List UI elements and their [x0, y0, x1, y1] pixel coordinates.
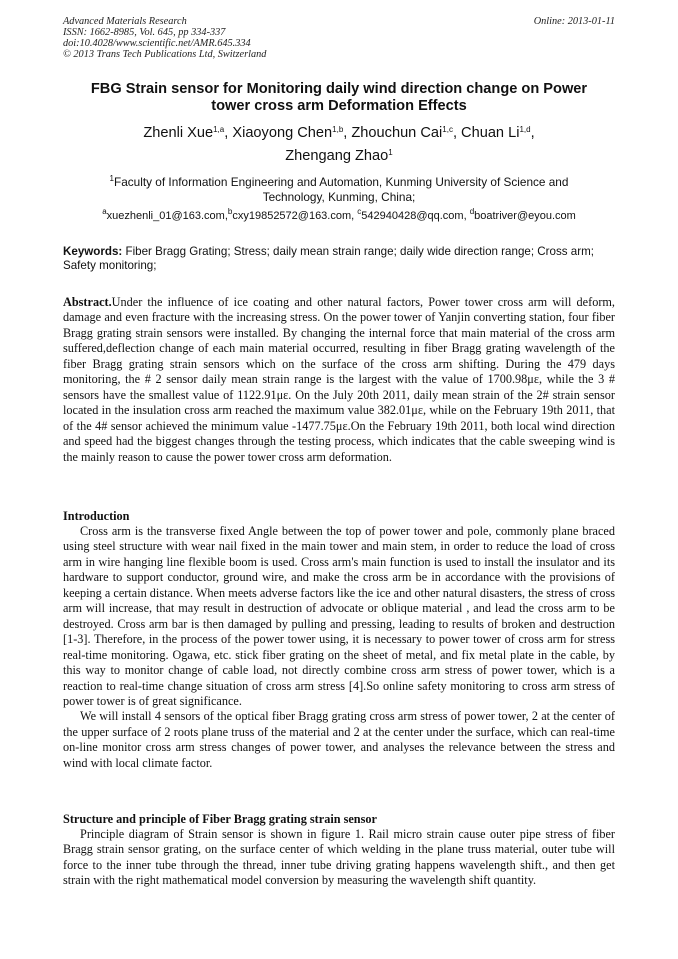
email-superscript: d	[469, 207, 475, 216]
author-separator: ,	[343, 125, 352, 141]
author-superscript: 1,b	[332, 125, 344, 134]
introduction-heading: Introduction	[63, 509, 130, 523]
email-superscript: a	[102, 207, 107, 216]
introduction-paragraph-2: We will install 4 sensors of the optical fiber Bragg grating cross arm stress of power tower, 2 at the center of the upper surface of 2 roots plane truss of the material and 2 at the center under the surface, which can real-time on-line monitor cross arm stress changes of power tower, and analyses the relevance between the stress and wind with local climate factor.	[63, 709, 615, 770]
journal-name: Advanced Materials Research	[63, 16, 187, 27]
author-name: Zhenli Xue	[143, 125, 214, 141]
introduction-paragraph-1: Cross arm is the transverse fixed Angle between the top of power tower and pole, commonly plane braced using steel structure with wear nail fixed in the main tower and main stem, in order to reduce the load of cross arm in wire hanging line flexible boom is used. Cross arm's main function is used to install the insulator and its hardware to support conductor, ground wire, and make the cross arm be in accordance with the provisions of keeping a certain distance. When meets adverse factors like the ice and other natural disasters, the stress of cross arm will increase, that may result in destruction of advocate or oblique material , and lead the cross arm to be destroyed. Cross arm bar is then damaged by pulling and pressing, leading to results of broken and destruction [1-3]. Therefore, in the process of the power tower using, it is necessary to power tower of cross arm for stress real-time monitoring. Ogawa, etc. stick fiber grating on the sheet of metal, and fix metal plate in the cable, by this way to monitor change of cable load, not directly combine cross arm stress of power tower, which is a reaction to real-time change situation of cross arm stress [4].So online safety monitoring to cross arm stress of power tower is of great significance.	[63, 524, 615, 708]
structure-heading: Structure and principle of Fiber Bragg grating strain sensor	[63, 812, 377, 826]
keywords-section	[63, 245, 615, 273]
author-name: Xiaoyong Chen	[232, 125, 333, 141]
author-name: Chuan Li	[461, 125, 520, 141]
author-name: Zhengang Zhao	[285, 148, 389, 164]
doi-line: doi:10.4028/www.scientific.net/AMR.645.334	[63, 38, 251, 49]
email-address: xuezhenli_01@163.com,	[106, 210, 228, 222]
affiliation-line-2: Technology, Kunming, China;	[262, 190, 416, 204]
affiliation-superscript: 1	[109, 174, 114, 183]
author-separator: ,	[452, 125, 462, 141]
structure-paragraph-1: Principle diagram of Strain sensor is shown in figure 1. Rail micro strain cause outer pipe stress of fiber Bragg strain sensor grating, on the surface center of which welding in the plane truss material, outer tube will force to the inner tube through the thread, inner tube driving grating happens wavelength shift., and then get strain with the right mathematical model conversion by measuring the wavelength shift quantity.	[63, 827, 615, 888]
abstract-label: Abstract.	[63, 295, 112, 309]
email-superscript: c	[357, 207, 362, 216]
author-separator: ,	[530, 125, 535, 141]
keywords-text: Fiber Bragg Grating; Stress; daily mean strain range; daily wide direction range; Cross arm; Safety monitoring;	[63, 245, 594, 272]
issn-line: ISSN: 1662-8985, Vol. 645, pp 334-337	[63, 27, 226, 38]
author-list	[50, 123, 628, 144]
author-superscript: 1	[388, 148, 393, 157]
copyright-line: © 2013 Trans Tech Publications Ltd, Switzerland	[63, 49, 267, 60]
email-address: boatriver@eyou.com	[474, 210, 576, 222]
email-address: 542940428@qq.com,	[361, 210, 470, 222]
author-superscript: 1,c	[442, 125, 453, 134]
abstract-text: Under the influence of ice coating and other natural factors, Power tower cross arm will deform, damage and even fracture with the increasing stress. On the power tower of Yanjin converting station, four fiber Bragg grating strain sensors were installed. By changing the internal force that main material of the cross arm suffered,deflection change of each main material occurred, resulting in fiber Bragg grating wavelength of the fiber Bragg grating strain sensors which on the surface of the cross arm shifting. During the 479 days monitoring, the # 2 sensor daily mean strain range is the largest with the value of 1700.98με, while the 3 # sensors have the smallest value of 1122.91με. On the July 20th 2011, daily mean strain of the 2# strain sensor located in the insulation cross arm reached the maximum value 382.01με, while on the February 19th 2011, that of the 4# sensor achieved the minimum value -1477.75με.On the February 19th 2011, both local wind direction and speed had the biggest changes through the testing process, which indicates that the cable sweeping wind is the mainly reason to cause the power tower cross arm deformation.	[63, 295, 615, 464]
email-superscript: b	[227, 207, 233, 216]
paper-title-line-2: tower cross arm Deformation Effects	[211, 98, 467, 114]
author-list-line-2	[50, 146, 628, 167]
affiliation	[60, 175, 618, 205]
introduction-section	[63, 524, 615, 771]
online-date: Online: 2013-01-11	[533, 16, 615, 27]
structure-section	[63, 827, 615, 889]
email-address: cxy19852572@163.com,	[232, 210, 358, 222]
author-superscript: 1,d	[519, 125, 531, 134]
paper-title-line-1: FBG Strain sensor for Monitoring daily wind direction change on Power	[90, 81, 588, 97]
email-list	[50, 209, 628, 223]
affiliation-line-1: Faculty of Information Engineering and Automation, Kunming University of Science and	[114, 175, 569, 189]
author-name: Zhouchun Cai	[351, 125, 443, 141]
author-superscript: 1,a	[213, 125, 225, 134]
abstract-section	[63, 295, 615, 465]
author-separator: ,	[224, 125, 233, 141]
keywords-label: Keywords:	[63, 245, 123, 258]
